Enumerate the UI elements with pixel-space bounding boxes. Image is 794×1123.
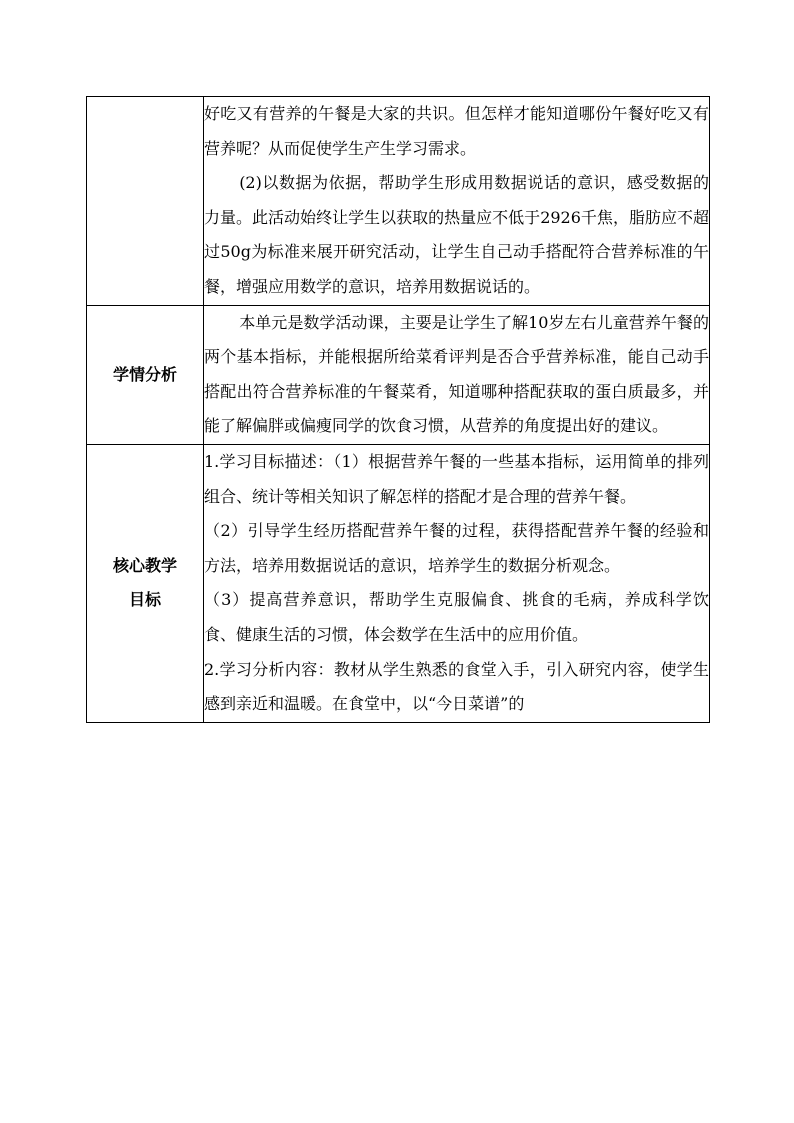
row-label: 核心教学	[112, 556, 177, 576]
table-row	[87, 305, 710, 444]
row-label-cell	[87, 305, 204, 444]
paragraph: 2.学习分析内容：教材从学生熟悉的食堂入手，引入研究内容，使学生感到亲近和温暖。在食堂中，以“今日菜谱”的	[204, 659, 709, 714]
table-body	[87, 97, 710, 723]
paragraph: 本单元是数学活动课，主要是让学生了解10岁左右儿童营养午餐的两个基本指标，并能根据所给菜肴评判是否合乎营养标准，能自己动手搭配出符合营养标准的午餐菜肴，知道哪种搭配获取的蛋白质最多，并能了解偏胖或偏瘦同学的饮食习惯，从营养的角度提出好的建议。	[204, 312, 709, 436]
row-content-cell	[204, 97, 710, 306]
row-label-cell	[87, 444, 204, 722]
paragraph: （2）引导学生经历搭配营养午餐的过程，获得搭配营养午餐的经验和方法，培养用数据说话的意识，培养学生的数据分析观念。	[204, 521, 709, 575]
row-content-cell	[204, 305, 710, 444]
table-row	[87, 97, 710, 306]
row-label-cell	[87, 97, 204, 306]
paragraph: 1.学习目标描述：（1）根据营养午餐的一些基本指标，运用简单的排列组合、统计等相关知识了解怎样的搭配才是合理的营养午餐。	[204, 451, 709, 506]
lesson-plan-table	[86, 96, 710, 723]
row-label: 学情分析	[112, 364, 177, 384]
table-row	[87, 444, 710, 722]
row-content-cell	[204, 444, 710, 722]
paragraph: (2)以数据为依据，帮助学生形成用数据说话的意识，感受数据的力量。此活动始终让学生以获取的热量应不低于2926千焦，脂肪应不超过50g为标准来展开研究活动，让学生自己动手搭配符合营养标准的午餐，增强应用数学的意识，培养用数据说话的。	[204, 173, 709, 296]
paragraph: （3）提高营养意识，帮助学生克服偏食、挑食的毛病，养成科学饮食、健康生活的习惯，体会数学在生活中的应用价值。	[204, 590, 709, 644]
row-label: 目标	[128, 590, 161, 610]
paragraph: 好吃又有营养的午餐是大家的共识。但怎样才能知道哪份午餐好吃又有营养呢？从而促使学生产生学习需求。	[204, 104, 709, 158]
